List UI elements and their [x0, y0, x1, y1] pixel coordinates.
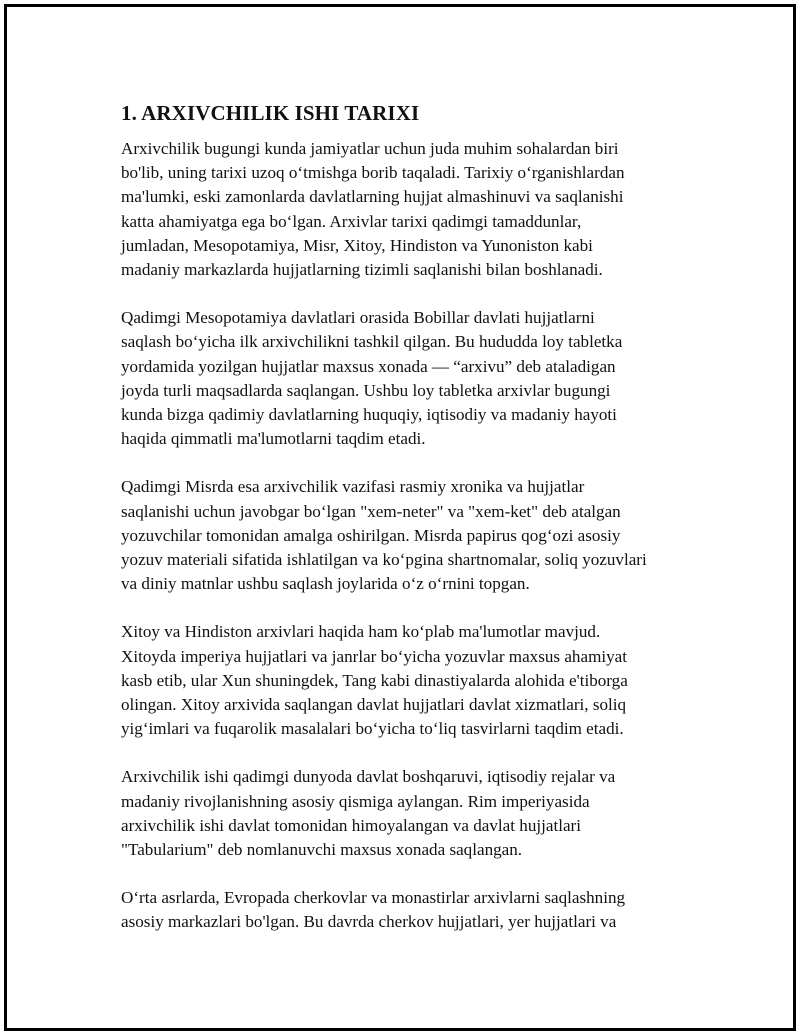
text-line: asosiy markazlari bo'lgan. Bu davrda cherkov hujjatlari, yer hujjatlari va	[121, 912, 617, 932]
text-line: Qadimgi Mesopotamiya davlatlari orasida Bobillar davlati hujjatlarni	[121, 308, 595, 328]
text-line: saqlanishi uchun javobgar bo‘lgan "xem-neter" va "xem-ket" deb atalgan	[121, 501, 621, 521]
paragraph-china-india	[121, 620, 711, 741]
document-body	[121, 99, 711, 959]
text-line: kasb etib, ular Xun shuningdek, Tang kabi dinastiyalarda alohida e'tiborga	[121, 670, 628, 690]
paragraph-middle-ages	[121, 886, 711, 934]
text-line: katta ahamiyatga ega bo‘lgan. Arxivlar tarixi qadimgi tamaddunlar,	[121, 211, 582, 231]
text-line: saqlash bo‘yicha ilk arxivchilikni tashkil qilgan. Bu hududda loy tabletka	[121, 332, 623, 352]
text-line: yozuvchilar tomonidan amalga oshirilgan. Misrda papirus qog‘ozi asosiy	[121, 525, 621, 545]
text-line: joyda turli maqsadlarda saqlangan. Ushbu loy tabletka arxivlar bugungi	[121, 380, 611, 400]
text-line: O‘rta asrlarda, Evropada cherkovlar va monastirlar arxivlarni saqlashning	[121, 888, 626, 908]
text-line: olingan. Xitoy arxivida saqlangan davlat hujjatlari davlat xizmatlari, soliq	[121, 695, 627, 715]
text-line: ma'lumki, eski zamonlarda davlatlarning hujjat almashinuvi va saqlanishi	[121, 187, 624, 207]
text-line: Qadimgi Misrda esa arxivchilik vazifasi rasmiy xronika va hujjatlar	[121, 477, 585, 497]
text-line: Arxivchilik bugungi kunda jamiyatlar uchun juda muhim sohalardan biri	[121, 139, 619, 158]
text-line: jumladan, Mesopotamiya, Misr, Xitoy, Hindiston va Yunoniston kabi	[121, 235, 593, 255]
text-line: yig‘imlari va fuqarolik masalalari bo‘yicha to‘liq tasvirlarni taqdim etadi.	[121, 719, 624, 739]
text-line: arxivchilik ishi davlat tomonidan himoyalangan va davlat hujjatlari	[121, 815, 581, 835]
text-line: Xitoyda imperiya hujjatlari va janrlar bo‘yicha yozuvlar maxsus ahamiyat	[121, 646, 627, 666]
text-line: bo'lib, uning tarixi uzoq o‘tmishga borib taqaladi. Tarixiy o‘rganishlardan	[121, 163, 625, 183]
section-heading: 1. ARXIVCHILIK ISHI TARIXI	[121, 101, 420, 125]
page-frame	[4, 4, 796, 1031]
text-line: madaniy markazlarda hujjatlarning tizimli saqlanishi bilan boshlanadi.	[121, 260, 603, 280]
paragraph-ancient-world	[121, 765, 711, 862]
paragraph-intro	[121, 137, 711, 282]
paragraph-mesopotamia	[121, 306, 711, 451]
text-line: Arxivchilik ishi qadimgi dunyoda davlat boshqaruvi, iqtisodiy rejalar va	[121, 767, 616, 787]
text-line: yordamida yozilgan hujjatlar maxsus xonada — “arxivu” deb ataladigan	[121, 356, 616, 376]
text-line: Xitoy va Hindiston arxivlari haqida ham ko‘plab ma'lumotlar mavjud.	[121, 622, 601, 642]
text-line: kunda bizga qadimiy davlatlarning huquqiy, iqtisodiy va madaniy hayoti	[121, 405, 617, 425]
text-line: haqida qimmatli ma'lumotlarni taqdim etadi.	[121, 429, 426, 449]
text-line: "Tabularium" deb nomlanuvchi maxsus xonada saqlangan.	[121, 840, 523, 860]
text-line: va diniy matnlar ushbu saqlash joylarida o‘z o‘rnini topgan.	[121, 574, 530, 594]
text-line: madaniy rivojlanishning asosiy qismiga aylangan. Rim imperiyasida	[121, 791, 590, 811]
paragraph-egypt	[121, 475, 711, 596]
text-line: yozuv materiali sifatida ishlatilgan va ko‘pgina shartnomalar, soliq yozuvlari	[121, 550, 647, 570]
